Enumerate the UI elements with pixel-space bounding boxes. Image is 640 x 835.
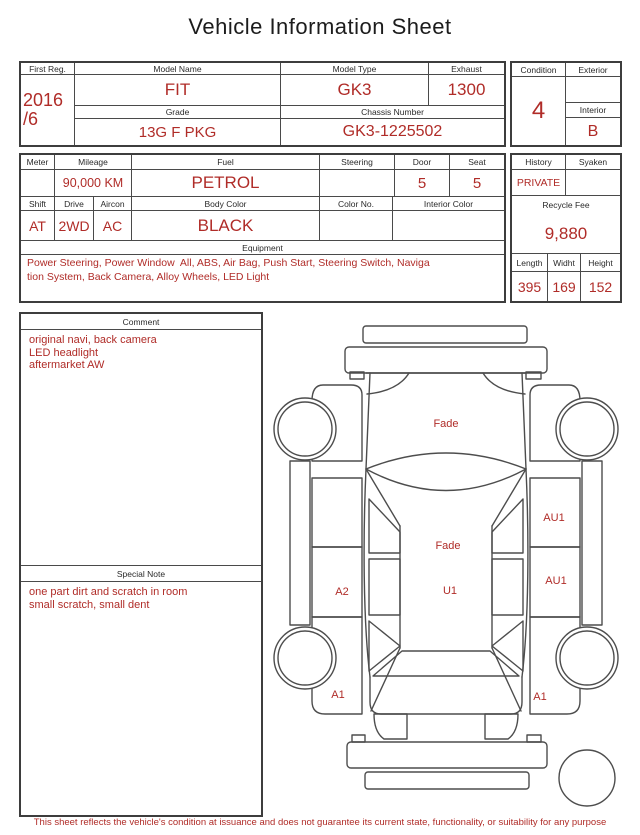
tail-light-left: [374, 714, 407, 739]
right-rear-wheel: [556, 627, 618, 689]
left-c-pillar: [369, 621, 400, 671]
syaken-label: Syaken: [566, 155, 620, 170]
tail-light-right: [485, 714, 518, 739]
hood-right-edge: [522, 373, 526, 469]
right-c-pillar: [492, 621, 523, 671]
steering-value: [320, 170, 395, 197]
steering-label: Steering: [320, 155, 395, 170]
left-rear-door: [312, 547, 362, 617]
door-value: 5: [395, 170, 450, 197]
exhaust-label: Exhaust: [429, 63, 504, 75]
hood-left-edge: [366, 373, 370, 469]
body-color-value: BLACK: [132, 211, 320, 241]
special-note-label: Special Note: [21, 565, 261, 582]
interior-grade-value: B: [587, 122, 599, 140]
door-label: Door: [395, 155, 450, 170]
vehicle-details-table: [19, 153, 506, 303]
comment-box: [19, 312, 263, 817]
recycle-fee-label: Recycle Fee: [542, 200, 590, 210]
length-value: 395: [512, 272, 548, 301]
exterior-label: Exterior: [566, 63, 620, 77]
aircon-label: Aircon: [94, 197, 132, 211]
recycle-fee-value: 9,880: [512, 214, 620, 254]
drive-value: 2WD: [55, 211, 94, 241]
aircon-value: AC: [94, 211, 132, 241]
headlight-left: [367, 373, 409, 394]
fuel-label: Fuel: [132, 155, 320, 170]
equipment-value: Power Steering, Power Window All, ABS, Air Bag, Push Start, Steering Switch, Naviga tion System, Back Camera, Alloy Wheels, LED Light: [27, 257, 430, 283]
rear-bumper-tab-left: [352, 735, 365, 742]
mileage-label: Mileage: [55, 155, 132, 170]
special-note-text: one part dirt and scratch in room small scratch, small dent: [29, 586, 188, 611]
chassis-number-value: GK3-1225502: [342, 123, 443, 140]
rear-bumper-tab-right: [527, 735, 541, 742]
mileage-value: 90,000 KM: [55, 170, 132, 197]
tailgate: [370, 677, 522, 714]
damage-label-fade-hood: Fade: [433, 418, 459, 430]
exterior-grade-value: [566, 77, 620, 103]
syaken-value: [566, 170, 620, 196]
comment-text: original navi, back camera LED headlight aftermarket AW: [29, 334, 157, 372]
headlight-right: [483, 373, 525, 394]
shift-label: Shift: [21, 197, 55, 211]
height-value: 152: [588, 278, 613, 295]
right-rocker-panel: [582, 461, 602, 625]
history-table: [510, 153, 622, 303]
model-name-label: Model Name: [75, 63, 281, 75]
rear-glass: [373, 651, 519, 676]
dimensions-table: [512, 254, 620, 301]
model-type-label: Model Type: [281, 63, 429, 75]
drive-label: Drive: [55, 197, 94, 211]
history-row: [512, 155, 620, 196]
comment-label: Comment: [21, 314, 261, 330]
damage-label-au1-front-door: AU1: [543, 512, 565, 524]
meter-label: Meter: [21, 155, 55, 170]
damage-label-a2-left-rear-door: A2: [335, 586, 349, 598]
first-reg-value: 2016 /6: [21, 75, 75, 145]
damage-label-au1-rear-door: AU1: [545, 575, 567, 587]
right-front-wheel: [556, 398, 618, 460]
interior-label: Interior: [566, 103, 620, 118]
width-value: 169: [548, 272, 581, 301]
rear-license-panel: [365, 772, 529, 789]
interior-color-value: [393, 211, 504, 241]
equipment-label: Equipment: [21, 241, 504, 255]
damage-label-a1-right-fender: A1: [533, 691, 547, 703]
length-label: Length: [512, 254, 548, 272]
left-rocker-panel: [290, 461, 310, 625]
seat-label: Seat: [450, 155, 504, 170]
shift-value: AT: [21, 211, 55, 241]
left-front-window: [369, 499, 400, 553]
condition-grade-value: 4: [512, 77, 566, 145]
model-type-value: GK3: [281, 75, 429, 106]
left-rear-window: [369, 559, 400, 615]
color-no-value: [320, 211, 393, 241]
model-name-value: FIT: [75, 75, 281, 106]
left-front-wheel: [274, 398, 336, 460]
damage-label-u1-roof: U1: [442, 585, 458, 597]
chassis-number-label: Chassis Number: [281, 106, 504, 119]
damage-label-a1-left-fender: A1: [331, 689, 345, 701]
details-row-1: [21, 155, 504, 197]
right-front-window: [492, 499, 523, 553]
meter-value: [21, 170, 55, 197]
disclaimer-text: This sheet reflects the vehicle's condition at issuance and does not guarantee its current state, functionality, or suitability for any purpose: [33, 817, 607, 828]
exhaust-value: 1300: [429, 75, 504, 106]
car-diagram: [263, 315, 640, 812]
seat-value: 5: [450, 170, 504, 197]
condition-table: [510, 61, 622, 147]
height-label: Height: [581, 254, 620, 272]
condition-label: Condition: [512, 63, 566, 77]
left-rear-wheel: [274, 627, 336, 689]
right-rear-window: [492, 559, 523, 615]
grade-value: 13G F PKG: [75, 119, 281, 145]
interior-color-label: Interior Color: [393, 197, 504, 211]
spare-tire: [559, 750, 615, 806]
color-no-label: Color No.: [320, 197, 393, 211]
details-row-2: [21, 197, 504, 241]
body-color-label: Body Color: [132, 197, 320, 211]
rear-bumper: [347, 742, 547, 768]
width-label: Widht: [548, 254, 581, 272]
grade-label: Grade: [75, 106, 281, 119]
vehicle-info-table: [19, 61, 506, 147]
damage-label-fade-roof: Fade: [435, 540, 461, 552]
windshield: [366, 453, 526, 491]
first-reg-label: First Reg.: [21, 63, 75, 75]
history-value: PRIVATE: [512, 170, 566, 196]
history-label: History: [512, 155, 566, 170]
front-license-panel: [363, 326, 527, 343]
page-title: Vehicle Information Sheet: [188, 14, 452, 39]
front-bumper: [345, 347, 547, 373]
left-front-door: [312, 478, 362, 547]
fuel-value: PETROL: [132, 170, 320, 197]
